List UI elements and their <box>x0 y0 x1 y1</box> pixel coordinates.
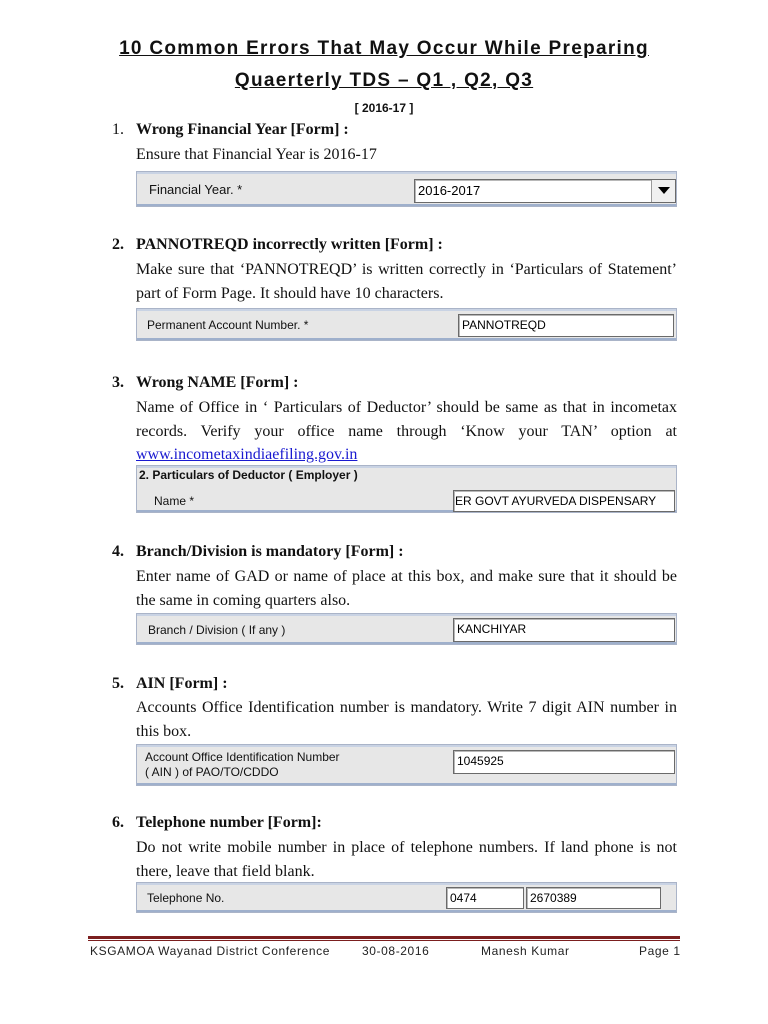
item-heading: PANNOTREQD incorrectly written [Form] : <box>136 236 443 253</box>
branch-panel <box>136 613 677 645</box>
item-number: 4. <box>112 543 124 560</box>
dropdown-button[interactable] <box>651 180 675 202</box>
ain-label-line2: ( AIN ) of PAO/TO/CDDO <box>145 765 279 779</box>
ain-input[interactable]: 1045925 <box>453 750 675 774</box>
item-number: 1. <box>112 121 124 138</box>
ain-label-line1: Account Office Identification Number <box>145 750 340 764</box>
ain-panel <box>136 744 677 786</box>
footer-rule-thin <box>88 940 680 941</box>
deductor-name-input[interactable]: ER GOVT AYURVEDA DISPENSARY <box>453 490 675 512</box>
branch-label: Branch / Division ( If any ) <box>148 623 286 637</box>
item-heading: AIN [Form] : <box>136 675 228 692</box>
financial-year-panel <box>136 171 677 207</box>
deductor-section-heading: 2. Particulars of Deductor ( Employer ) <box>139 468 358 482</box>
deductor-name-label: Name * <box>154 494 195 508</box>
item-text: Accounts Office Identification number is mandatory. Write 7 digit AIN number in this box. <box>136 699 677 740</box>
footer-rule <box>88 936 680 939</box>
item-number: 3. <box>112 374 124 391</box>
item-number: 6. <box>112 814 124 831</box>
telephone-label: Telephone No. <box>147 891 225 905</box>
ain-label <box>145 750 340 780</box>
document-title-line2: Quaerterly TDS – Q1 , Q2, Q3 <box>234 70 534 91</box>
item-text <box>136 396 677 467</box>
document-title-line1: 10 Common Errors That May Occur While Preparing <box>119 38 649 59</box>
item-text: Do not write mobile number in place of telephone numbers. If land phone is not there, leave that field blank. <box>136 839 677 880</box>
item-heading: Telephone number [Form]: <box>136 814 322 831</box>
telephone-number-input[interactable]: 2670389 <box>526 887 661 909</box>
financial-year-select[interactable] <box>414 179 676 203</box>
pan-label: Permanent Account Number. * <box>147 318 309 332</box>
chevron-down-icon <box>658 187 670 195</box>
item-text: Make sure that ‘PANNOTREQD’ is written correctly in ‘Particulars of Statement’ part of Form Page. It should have 10 characters. <box>136 261 677 302</box>
financial-year-value: 2016-2017 <box>418 183 481 198</box>
footer-organization: KSGAMOA Wayanad District Conference <box>90 944 330 958</box>
item-number: 2. <box>112 236 124 253</box>
pan-input[interactable]: PANNOTREQD <box>458 314 674 337</box>
telephone-panel <box>136 882 677 913</box>
item-heading: Branch/Division is mandatory [Form] : <box>136 543 404 560</box>
income-tax-link[interactable]: www.incometaxindiaefiling.gov.in <box>136 446 358 463</box>
telephone-std-code-input[interactable]: 0474 <box>446 887 524 909</box>
footer-page-number: Page 1 <box>639 944 681 958</box>
item-heading: Wrong NAME [Form] : <box>136 374 299 391</box>
footer-author: Manesh Kumar <box>481 944 570 958</box>
item-number: 5. <box>112 675 124 692</box>
branch-input[interactable]: KANCHIYAR <box>453 618 675 642</box>
item-heading: Wrong Financial Year [Form] : <box>136 121 349 138</box>
item-text: Ensure that Financial Year is 2016-17 <box>136 146 377 163</box>
document-year: [ 2016-17 ] <box>354 101 414 115</box>
pan-panel <box>136 308 677 341</box>
financial-year-label: Financial Year. * <box>149 182 243 197</box>
footer-date: 30-08-2016 <box>362 944 430 958</box>
deductor-panel <box>136 465 677 513</box>
item-text: Enter name of GAD or name of place at this box, and make sure that it should be the same in coming quarters also. <box>136 568 677 609</box>
item-text-content: Name of Office in ‘ Particulars of Deductor’ should be same as that in incometax records. Verify your office name through ‘Know your TAN’ option at <box>136 399 677 440</box>
